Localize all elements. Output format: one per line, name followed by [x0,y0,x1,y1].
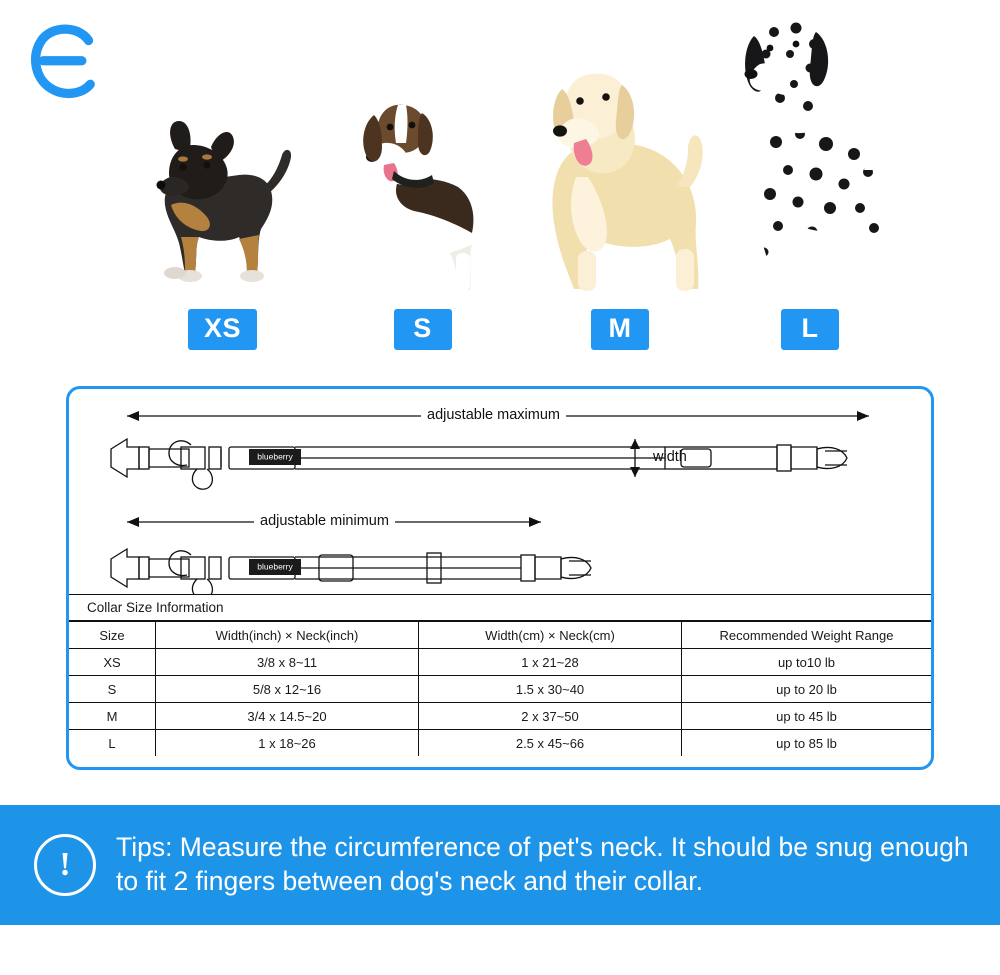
collar-diagram [69,389,931,594]
cell-cm: 1 x 21~28 [419,649,682,676]
dog-size-row [110,0,1000,350]
collar-brand-top: blueberry [257,451,293,462]
table-title: Collar Size Information [69,594,931,621]
cell-size: XS [69,649,156,676]
dog-image-s [340,57,505,297]
table-row [69,649,931,676]
tips-banner [0,805,1000,925]
adjustable-minimum-label: adjustable minimum [254,513,395,529]
cell-size: S [69,676,156,703]
dog-image-l [730,2,890,297]
size-badge-s: S [394,309,452,350]
dog-image-xs [135,87,310,297]
dog-cell-s [340,57,505,350]
cell-weight: up to 45 lb [682,703,932,730]
header-weight: Recommended Weight Range [682,622,932,649]
cell-weight: up to 85 lb [682,730,932,757]
cell-cm: 2.5 x 45~66 [419,730,682,757]
cell-size: L [69,730,156,757]
size-badge-xs: XS [188,309,257,350]
table-row [69,730,931,757]
cell-weight: up to 20 lb [682,676,932,703]
dog-cell-xs [135,87,310,350]
header-inch: Width(inch) × Neck(inch) [156,622,419,649]
cell-inch: 3/8 x 8~11 [156,649,419,676]
cell-inch: 3/4 x 14.5~20 [156,703,419,730]
cell-size: M [69,703,156,730]
cell-cm: 2 x 37~50 [419,703,682,730]
size-badge-l: L [781,309,839,350]
size-badge-m: M [591,309,649,350]
header-size: Size [69,622,156,649]
collar-brand-bottom: blueberry [257,561,293,572]
dog-image-m [530,27,710,297]
table-header-row [69,622,931,649]
collar-diagram-panel [66,386,934,770]
dog-cell-l [730,2,890,350]
table-row [69,703,931,730]
exclamation-icon: ! [34,834,96,896]
e-logo-icon [22,22,108,102]
table-row [69,676,931,703]
tips-text: Tips: Measure the circumference of pet's neck. It should be snug enough to fit 2 fingers between dog's neck and their collar. [116,832,969,896]
dog-cell-m [530,27,710,350]
width-label: width [653,449,687,465]
cell-inch: 1 x 18~26 [156,730,419,757]
adjustable-maximum-label: adjustable maximum [421,407,566,423]
brand-logo [22,22,108,102]
header-cm: Width(cm) × Neck(cm) [419,622,682,649]
cell-inch: 5/8 x 12~16 [156,676,419,703]
size-table [69,621,931,756]
cell-weight: up to10 lb [682,649,932,676]
cell-cm: 1.5 x 30~40 [419,676,682,703]
